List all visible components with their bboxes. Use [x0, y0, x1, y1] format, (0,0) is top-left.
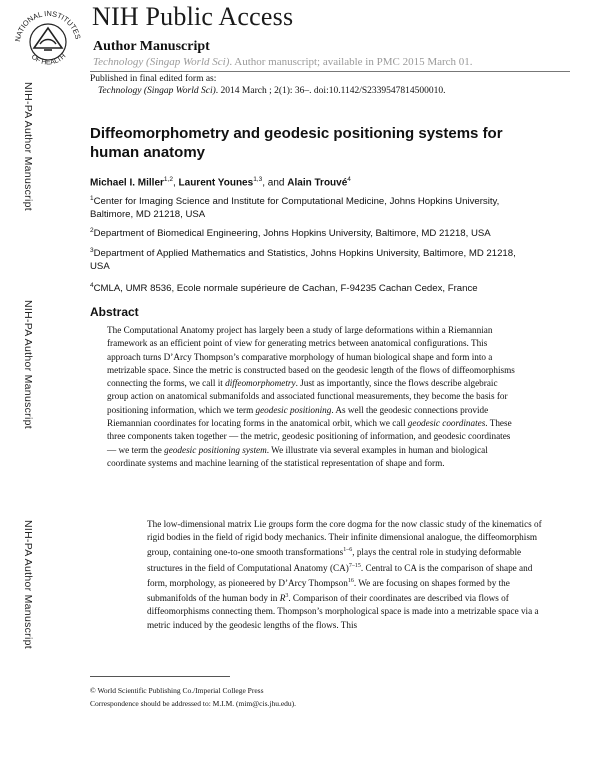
logo-text-bottom: OF HEALTH: [29, 52, 68, 67]
abstract-term: geodesic positioning system: [164, 444, 267, 455]
affiliation-text: Department of Applied Mathematics and Statistics, Johns Hopkins University, Baltimore, MD 21218, USA: [90, 248, 516, 273]
paper-title: Diffeomorphometry and geodesic positioning systems for human anatomy: [90, 125, 503, 161]
citation-ref: 16: [347, 577, 354, 584]
abstract-part: . We illustrate via several examples in human and biological coordinate systems and machine learning of the statistical representation of shape and form.: [107, 444, 488, 468]
logo-text-top: NATIONAL INSTITUTES: [13, 8, 83, 43]
affiliation-text: Department of Biomedical Engineering, Johns Hopkins University, Baltimore, MD 21218, USA: [93, 228, 491, 240]
svg-text:NATIONAL INSTITUTES: [13, 9, 83, 42]
body-paragraph: [147, 518, 543, 632]
author-list: [90, 176, 351, 188]
side-watermark-1: NIH-PA Author Manuscript: [22, 82, 34, 211]
author-name: Laurent Younes: [178, 177, 254, 189]
affiliation-2: [90, 224, 530, 240]
affiliation-sup: 1: [90, 195, 94, 202]
nih-logo: [6, 4, 90, 70]
body-part: . Central to CA is the comparison of shape and form, morphology, as pioneered by D’Arcy Thompson: [147, 562, 533, 588]
abstract-term: geodesic positioning: [255, 404, 332, 415]
citation-rest: . 2014 March ; 2(1): 36–. doi:10.1142/S2339547814500010.: [215, 86, 446, 96]
published-label: Published in final edited form as:: [90, 74, 217, 84]
author-name: Alain Trouvé: [287, 177, 348, 189]
author-sep: ,: [172, 177, 179, 189]
affiliation-text: Center for Imaging Science and Institute for Computational Medicine, Johns Hopkins University, Baltimore, MD 21218, USA: [90, 196, 500, 221]
author-sup: 1,3: [253, 176, 263, 183]
abstract-text: [107, 324, 519, 470]
affiliation-sup: 2: [90, 227, 94, 234]
author-sup: 1,2: [163, 176, 173, 183]
affiliation-sup: 4: [90, 282, 94, 289]
author-manuscript-label: Author Manuscript: [93, 39, 210, 54]
citation-ref: 7–15: [348, 562, 361, 569]
citation-journal: Technology (Singap World Sci): [98, 86, 216, 96]
abstract-part: . As well the geodesic connections provide Riemannian coordinates for locating forms in the anatomical orbit, which we call: [107, 404, 489, 429]
copyright-note: © World Scientific Publishing Co./Imperial College Press: [90, 686, 264, 695]
math-symbol: R: [279, 593, 286, 604]
exponent: 3: [285, 593, 289, 600]
abstract-term: geodesic coordinates: [407, 418, 486, 429]
affiliation-sup: 3: [90, 247, 94, 254]
pub-line-journal: Technology (Singap World Sci): [93, 56, 230, 68]
svg-text:OF HEALTH: [30, 53, 68, 67]
correspondence-note: Correspondence should be addressed to: M.I.M. (mim@cis.jhu.edu).: [90, 699, 297, 708]
citation: [98, 86, 446, 96]
body-part: . Comparison of their coordinates are described via flows of diffeomorphisms connecting them. Thompson’s morphological space is made into a metrizable space via a metric induced by the geodesic lengths of the flows. This: [147, 593, 539, 630]
abstract-part: . These three components taken together — the metric, geodesic positioning of information, and geodesic coordinates — we term the: [107, 418, 512, 455]
abstract-part: The Computational Anatomy project has largely been a study of large deformations within a Riemannian framework as an efficient point of view for generating metrics between anatomical configurations. This approach turns D’Arcy Thompson’s comparative morphology of human biological shape and form into a metrizable space. Since the metric is constructed based on the geodesic length of the flows of diffeomorphisms connecting the forms, we call it: [107, 325, 515, 389]
body-part: The low-dimensional matrix Lie groups form the core dogma for the now classic study of the kinematics of rigid bodies in the field of rigid body mechanics. Their infinite dimensional analogue, the diffeomorphism group, containing one-to-one smooth transformations: [147, 519, 542, 558]
header-divider: [90, 71, 570, 72]
citation-ref: 1–6: [343, 547, 353, 554]
body-part: , plays the central role in studying deformable structures in the field of Computational Anatomy (CA): [147, 547, 522, 573]
pub-line-rest: . Author manuscript; available in PMC 2015 March 01.: [229, 56, 473, 68]
nih-public-access-title: NIH Public Access: [92, 2, 294, 31]
abstract-term: diffeomorphometry: [225, 378, 296, 389]
affiliation-3: [90, 244, 530, 273]
affiliation-1: [90, 192, 530, 221]
footnote-divider: [90, 676, 230, 677]
author-name: Michael I. Miller: [90, 177, 164, 189]
author-sup: 4: [347, 176, 351, 183]
body-part: . We are focusing on shapes formed by the submanifolds of the human body in: [147, 578, 510, 604]
side-watermark-2: NIH-PA Author Manuscript: [22, 300, 34, 429]
publication-line: [93, 56, 473, 68]
affiliation-text: CMLA, UMR 8536, Ecole normale supérieure de Cachan, F-94235 Cachan Cedex, France: [93, 283, 478, 295]
author-sep: , and: [262, 177, 288, 189]
side-watermark-3: NIH-PA Author Manuscript: [22, 520, 34, 649]
abstract-heading: Abstract: [90, 305, 139, 319]
abstract-part: . Just as importantly, since the flows describe algebraic group action on anatomical submanifolds and associated functional measurements, they become the basis for positioning information, which we term: [107, 378, 508, 415]
affiliation-4: [90, 279, 530, 295]
